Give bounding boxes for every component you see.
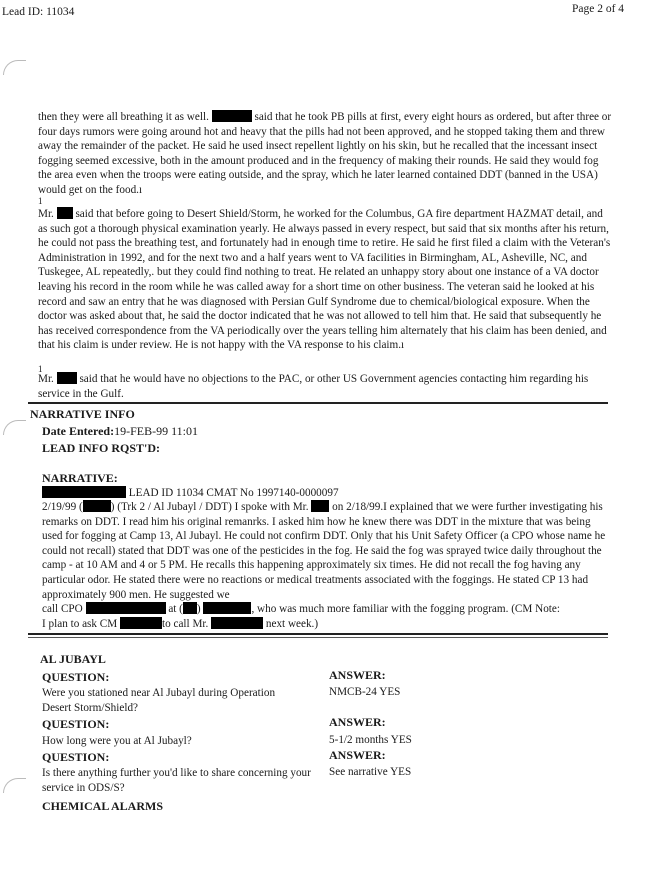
narrative-text bbox=[42, 500, 612, 631]
date-entered-label: Date Entered: bbox=[42, 424, 115, 438]
paragraph-pb-pills bbox=[38, 110, 612, 198]
footnote-marker: 1 bbox=[38, 196, 43, 206]
punch-mark bbox=[3, 60, 26, 75]
answer-label: ANSWER: bbox=[329, 668, 386, 682]
text-segment: at ( bbox=[168, 603, 183, 616]
lead-info-requested: LEAD INFO RQST'D: bbox=[42, 441, 161, 455]
answer-3: See narrative YES bbox=[329, 766, 412, 778]
text-segment: said that he took PB pills at first, every eight hours as ordered, but after three or four days rumors were going around hot and heavy that the pills had not been approved, and he stopped taking them and threw away the remainder of the packet. He said he used insect repellent lightly on his skin, but he recalled that the incessant insect fogging seemed excessive, both in the amount produced and in the frequency of making their rounds. He said they would fog the area even when the troops were eating outside, and the spray, which he later learned contained DDT (banned in the USA) would get on the food.ı bbox=[38, 111, 612, 196]
section-divider bbox=[28, 633, 608, 635]
punch-mark bbox=[3, 778, 26, 793]
text-segment: ) bbox=[196, 603, 201, 616]
redaction-block bbox=[57, 372, 77, 384]
answer-1: NMCB-24 YES bbox=[329, 686, 401, 698]
text-segment: I plan to ask CM bbox=[42, 617, 118, 630]
lead-id-header: Lead ID: 11034 bbox=[2, 6, 75, 18]
lead-line-text: LEAD ID 11034 CMAT No 1997140-0000097 bbox=[128, 487, 339, 499]
redaction-block bbox=[311, 500, 329, 512]
narrative-label: NARRATIVE: bbox=[42, 471, 118, 485]
paragraph-no-objections bbox=[38, 372, 612, 401]
question-3: Is there anything further you'd like to share concerning your service in ODS/S? bbox=[42, 767, 311, 794]
text-segment: then they were all breathing it as well. bbox=[38, 111, 209, 123]
question-1: Were you stationed near Al Jubayl during Operation Desert Storm/Shield? bbox=[42, 687, 276, 714]
answer-2: 5-1/2 months YES bbox=[329, 734, 412, 746]
text-segment: said that before going to Desert Shield/Storm, he worked for the Columbus, GA fire department HAZMAT detail, and as such got a thorough physical examination yearly. He always passed in every respect, but said that six months after his return, he could not pass the breathing test, and fortunately had in enough time to retire. He said he first filed a claim with the Veteran's Administration in 1992, and for the next two and a half years went to VA facilities in Birmingham, AL, Asheville, NC, and Tuskegee, AL repeatedly,. but they could find nothing to treat. He related an unhappy story about one instance of a VA doctor leaving his record in the room while he was called away for a short time on other business. The veteran said he looked at his record and saw an entry that he was diagnosed with Persian Gulf Syndrome due to chemical/biological exposure. When the doctor was asked about that, he said the doctor indicated that he was not allowed to tell him that. He said that subsequently he has received correspondence from the VA periodically over the years telling him alternately that his claim has been denied, and that his claim is under review. He is not happy with the VA response to his claim.ı bbox=[38, 208, 611, 352]
text-segment: on 2/18/99.I explained that we were further investigating his remarks on DDT. I read him his original remanrks. I asked him how he knew there was DDT in the mixture that was being used for fogging at Camp 13, Al Jubayl. He could not confirm DDT. Only that his Unit Safety Officer (a CPO whose name he could not recall) stated that DDT was one of the pesticides in the fog. He said the fog was sprayed twice daily throughout the camp - at 10 AM and 4 or 5 PM. He recalls this happening approximately six times. He did not recall the fog having any particular odor. He stated there were no reactions or medical treatments associated with the foggings. He stated CP 13 had approximately 900 men. He suggested we bbox=[42, 501, 606, 601]
text-segment: next week.) bbox=[265, 617, 319, 630]
question-label: QUESTION: bbox=[42, 670, 110, 684]
narrative-info-heading: NARRATIVE INFO bbox=[30, 407, 135, 421]
redaction-block bbox=[83, 500, 111, 512]
redaction-block bbox=[203, 602, 251, 614]
narrative-lead-line bbox=[42, 486, 339, 501]
text-segment: said that he would have no objections to the PAC, or other US Government agencies contacting him regarding his service in the Gulf. bbox=[38, 373, 589, 400]
redaction-block bbox=[42, 486, 126, 498]
redaction-block bbox=[212, 110, 252, 122]
text-segment: ) (Trk 2 / Al Jubayl / DDT) I spoke with Mr. bbox=[110, 501, 309, 513]
text-segment: Mr. bbox=[38, 373, 54, 385]
page-number: Page 2 of 4 bbox=[572, 3, 625, 15]
al-jubayl-heading: AL JUBAYL bbox=[40, 652, 106, 666]
text-segment: call CPO bbox=[42, 603, 83, 616]
text-segment: 2/19/99 ( bbox=[42, 501, 83, 513]
redaction-block bbox=[86, 602, 166, 614]
date-entered bbox=[42, 424, 198, 439]
text-segment: to call Mr. bbox=[162, 617, 209, 630]
redaction-block bbox=[211, 617, 263, 629]
text-segment: , who was much more familiar with the fogging program. (CM Note: bbox=[251, 603, 560, 616]
answer-label: ANSWER: bbox=[329, 748, 386, 762]
punch-mark bbox=[3, 420, 26, 435]
question-label: QUESTION: bbox=[42, 717, 110, 731]
answer-label: ANSWER: bbox=[329, 715, 386, 729]
date-entered-value: 19-FEB-99 11:01 bbox=[114, 424, 198, 438]
question-label: QUESTION: bbox=[42, 750, 110, 764]
redaction-block bbox=[57, 207, 73, 219]
redaction-block bbox=[120, 617, 162, 629]
section-divider bbox=[28, 637, 608, 638]
section-divider bbox=[28, 402, 608, 404]
question-2: How long were you at Al Jubayl? bbox=[42, 735, 192, 747]
footnote-marker: 1 bbox=[38, 364, 43, 374]
text-segment: Mr. bbox=[38, 208, 54, 220]
chemical-alarms-heading: CHEMICAL ALARMS bbox=[42, 799, 164, 813]
paragraph-hazmat bbox=[38, 207, 612, 353]
redaction-block bbox=[183, 602, 197, 614]
